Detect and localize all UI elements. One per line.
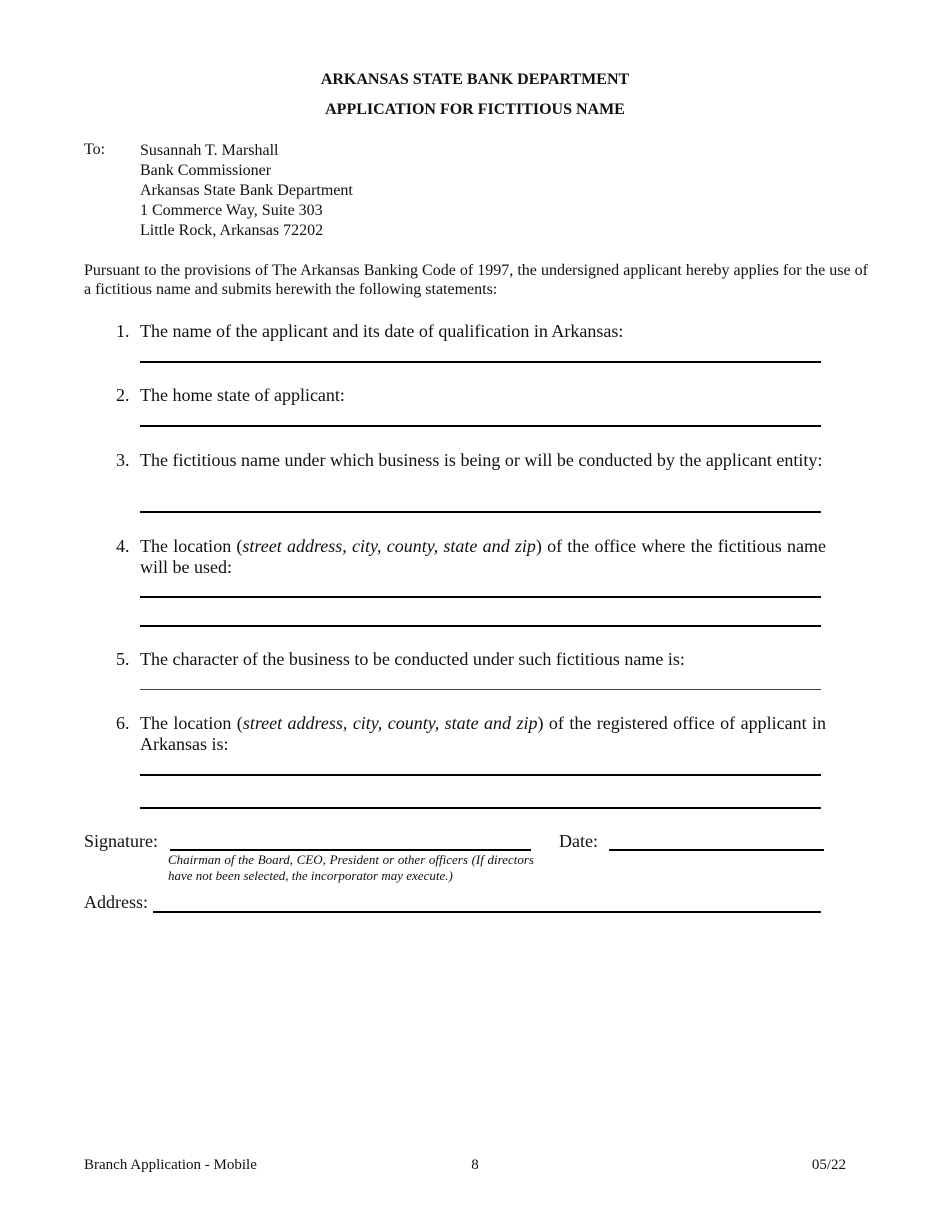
question-text-part: The location (	[140, 713, 243, 733]
signature-label: Signature:	[84, 831, 158, 851]
question-text: The home state of applicant:	[140, 385, 345, 405]
recipient-city: Little Rock, Arkansas 72202	[140, 222, 324, 239]
question-number: 2.	[116, 385, 130, 405]
page-number: 8	[471, 1157, 479, 1173]
question-text-part: ) of the office where the fictitious name will be used:	[140, 536, 826, 577]
answer-line-4a[interactable]	[140, 596, 821, 598]
document-title: ARKANSAS STATE BANK DEPARTMENT	[320, 71, 630, 88]
question-text	[140, 536, 826, 578]
question-text: The character of the business to be conducted under such fictitious name is:	[140, 649, 685, 669]
question-number: 5.	[116, 649, 130, 669]
recipient-street: 1 Commerce Way, Suite 303	[140, 202, 323, 219]
question-emphasis: street address, city, county, state and zip	[242, 536, 536, 556]
question-emphasis: street address, city, county, state and zip	[242, 713, 538, 733]
footer-date: 05/22	[811, 1157, 846, 1173]
to-label: To:	[84, 141, 106, 158]
signature-line[interactable]	[170, 849, 531, 851]
question-text-part: The location (	[140, 536, 243, 556]
answer-line-6b[interactable]	[140, 807, 821, 809]
question-text: The name of the applicant and its date of qualification in Arkansas:	[140, 321, 624, 341]
question-number: 1.	[116, 321, 130, 341]
answer-line-1[interactable]	[140, 361, 821, 363]
intro-paragraph: Pursuant to the provisions of The Arkansas Banking Code of 1997, the undersigned applicant hereby applies for the use of a fictitious name and submits herewith the following statements:	[84, 262, 868, 298]
recipient-title: Bank Commissioner	[140, 162, 272, 179]
answer-line-4b[interactable]	[140, 625, 821, 627]
footer-left: Branch Application - Mobile	[84, 1157, 257, 1173]
question-number: 6.	[116, 713, 130, 733]
answer-line-5[interactable]	[140, 689, 821, 690]
document-subtitle: APPLICATION FOR FICTITIOUS NAME	[325, 101, 625, 118]
question-text-part: ) of the registered office of applicant in Arkansas is:	[140, 713, 826, 754]
address-label: Address:	[84, 892, 148, 912]
question-number: 3.	[116, 450, 130, 470]
date-label: Date:	[559, 831, 598, 851]
answer-line-3[interactable]	[140, 511, 821, 513]
recipient-department: Arkansas State Bank Department	[140, 182, 353, 199]
address-line[interactable]	[153, 911, 821, 913]
answer-line-2[interactable]	[140, 425, 821, 427]
recipient-name: Susannah T. Marshall	[140, 142, 279, 159]
question-text	[140, 713, 826, 755]
date-line[interactable]	[609, 849, 824, 851]
question-text: The fictitious name under which business is being or will be conducted by the applicant entity:	[140, 450, 823, 470]
signature-note: Chairman of the Board, CEO, President or other officers (If directors have not been selected, the incorporator may execute.)	[168, 852, 534, 883]
question-number: 4.	[116, 536, 130, 556]
answer-line-6a[interactable]	[140, 774, 821, 776]
